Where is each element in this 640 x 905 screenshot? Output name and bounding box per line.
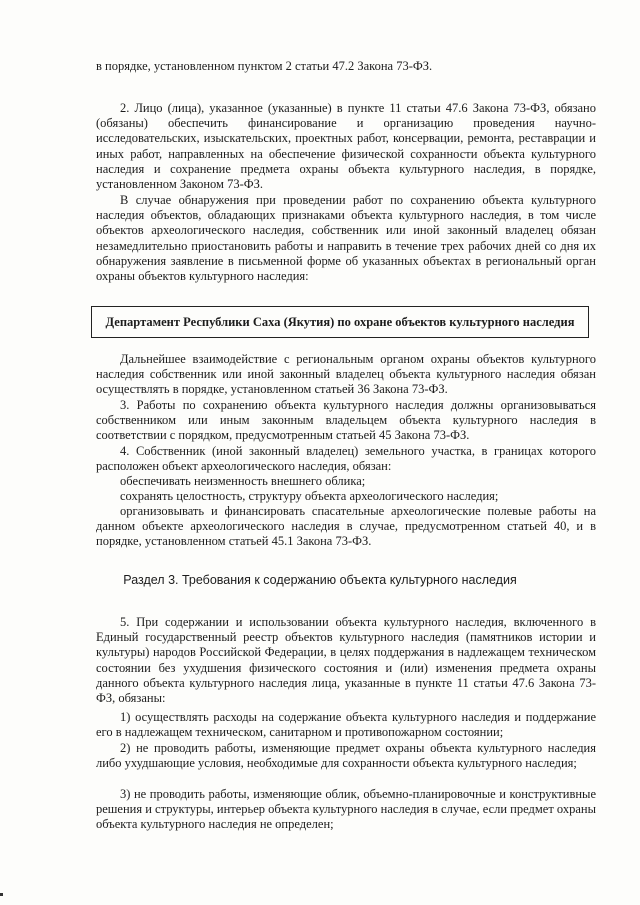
- paragraph-discovery: В случае обнаружения при проведении работ по сохранению объекта культурного наследия объектов, обладающих признаками объекта культурного наследия, в том числе объектов археологического наследия, собственник или иной законный владелец обязан незамедлительно приостановить работы и направить в течение трех рабочих дней со дня их обнаружения заявление в письменной форме об указанных объектах в региональный орган охраны объектов культурного наследия:: [96, 193, 596, 284]
- paragraph-3: 3. Работы по сохранению объекта культурного наследия должны организовываться собственником или иным законным владельцем объекта культурного наследия в соответствии с порядком, предусмотренным статьей 45 Закона 73-ФЗ.: [96, 398, 596, 443]
- paragraph-5: 5. При содержании и использовании объекта культурного наследия, включенного в Единый государственный реестр объектов культурного наследия (памятников истории и культуры) народов Российской Федерации, в целях поддержания в надлежащем техническом состоянии без ухудшения физического состояния и (или) изменения предмета охраны данного объекта культурного наследия лица, указанные в пункте 11 статьи 47.6 Закона 73-ФЗ, обязаны:: [96, 615, 596, 706]
- paragraph-4-item-3: организовывать и финансировать спасательные археологические полевые работы на данном объекте археологического наследия в случае, предусмотренном статьей 40, и в порядке, установленном статьей 45.1 Закона 73-ФЗ.: [96, 504, 596, 549]
- paragraph-4: 4. Собственник (иной законный владелец) земельного участка, в границах которого расположен объект археологического наследия, обязан:: [96, 444, 596, 474]
- paragraph-5-item-1: 1) осуществлять расходы на содержание объекта культурного наследия и поддержание его в надлежащем техническом, санитарном и противопожарном состоянии;: [96, 710, 596, 740]
- paragraph-5-item-3: 3) не проводить работы, изменяющие облик, объемно-планировочные и конструктивные решения и структуры, интерьер объекта культурного наследия в случае, если предмет охраны объекта культурного наследия не определен;: [96, 787, 596, 832]
- scan-speck: [0, 893, 3, 896]
- authority-box: Департамент Республики Саха (Якутия) по охране объектов культурного наследия: [91, 306, 589, 338]
- paragraph-4-item-1: обеспечивать неизменность внешнего облика;: [120, 474, 366, 488]
- paragraph-4-item-2: сохранять целостность, структуру объекта археологического наследия;: [120, 489, 499, 503]
- paragraph-5-item-2: 2) не проводить работы, изменяющие предмет охраны объекта культурного наследия либо ухудшающие условия, необходимые для сохранности объекта культурного наследия;: [96, 741, 596, 771]
- continued-line: в порядке, установленном пунктом 2 статьи 47.2 Закона 73-ФЗ.: [96, 59, 433, 73]
- paragraph-interaction: Дальнейшее взаимодействие с региональным органом охраны объектов культурного наследия собственник или иной законный владелец объекта культурного наследия обязан осуществлять в порядке, установленном статьей 36 Закона 73-ФЗ.: [96, 352, 596, 397]
- section-3-heading: Раздел 3. Требования к содержанию объекта культурного наследия: [123, 573, 517, 587]
- paragraph-2: 2. Лицо (лица), указанное (указанные) в пункте 11 статьи 47.6 Закона 73-ФЗ, обязано (обязаны) обеспечить финансирование и организацию проведения научно-исследовательских, изыскательских, проектных работ, консервации, ремонта, реставрации и иных работ, направленных на обеспечение физической сохранности объекта культурного наследия и сохранение предмета охраны объекта культурного наследия, в порядке, установленном Законом 73-ФЗ.: [96, 101, 596, 192]
